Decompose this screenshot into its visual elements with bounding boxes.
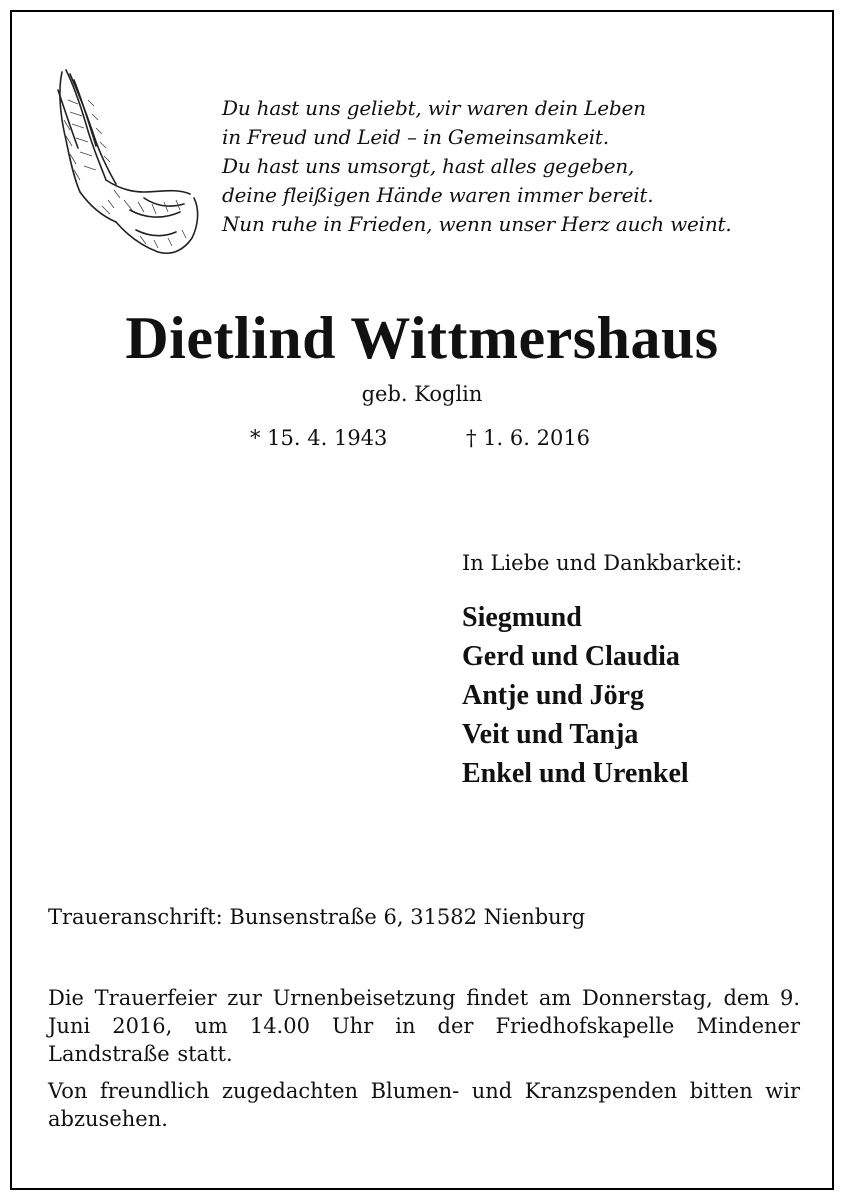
poem-line: Du hast uns geliebt, wir waren dein Leben	[222, 96, 646, 120]
mourners-intro: In Liebe und Dankbarkeit:	[462, 551, 743, 575]
poem-line: in Freud und Leid – in Gemeinsamkeit.	[222, 125, 609, 149]
mourner-name: Gerd und Claudia	[462, 641, 680, 672]
mourners-list	[462, 598, 689, 793]
praying-hands-icon	[44, 60, 204, 260]
poem-line: deine fleißigen Hände waren immer bereit.	[222, 183, 654, 207]
obituary-notice	[10, 10, 834, 1190]
death-date: † 1. 6. 2016	[466, 426, 591, 450]
mourning-address: Traueranschrift: Bunsenstraße 6, 31582 Nienburg	[48, 905, 586, 929]
mourner-name: Enkel und Urenkel	[462, 758, 689, 789]
poem-line: Nun ruhe in Frieden, wenn unser Herz auch weint.	[222, 212, 732, 236]
deceased-name: Dietlind Wittmershaus	[125, 305, 719, 371]
poem-line: Du hast uns umsorgt, hast alles gegeben,	[222, 154, 635, 178]
mourner-name: Antje und Jörg	[462, 680, 645, 711]
flowers-note: Von freundlich zugedachten Blumen- und Kranzspenden bitten wir abzusehen.	[48, 1079, 800, 1131]
ceremony-info: Die Trauerfeier zur Urnenbeisetzung findet am Donnerstag, dem 9. Juni 2016, um 14.00 Uhr in der Friedhofskapelle Mindener Landstraße statt.	[48, 986, 800, 1066]
mourner-name: Siegmund	[462, 602, 582, 633]
mourner-name: Veit und Tanja	[462, 719, 639, 750]
birth-date: * 15. 4. 1943	[250, 426, 388, 450]
memorial-poem	[222, 94, 822, 239]
maiden-name: geb. Koglin	[361, 382, 483, 406]
